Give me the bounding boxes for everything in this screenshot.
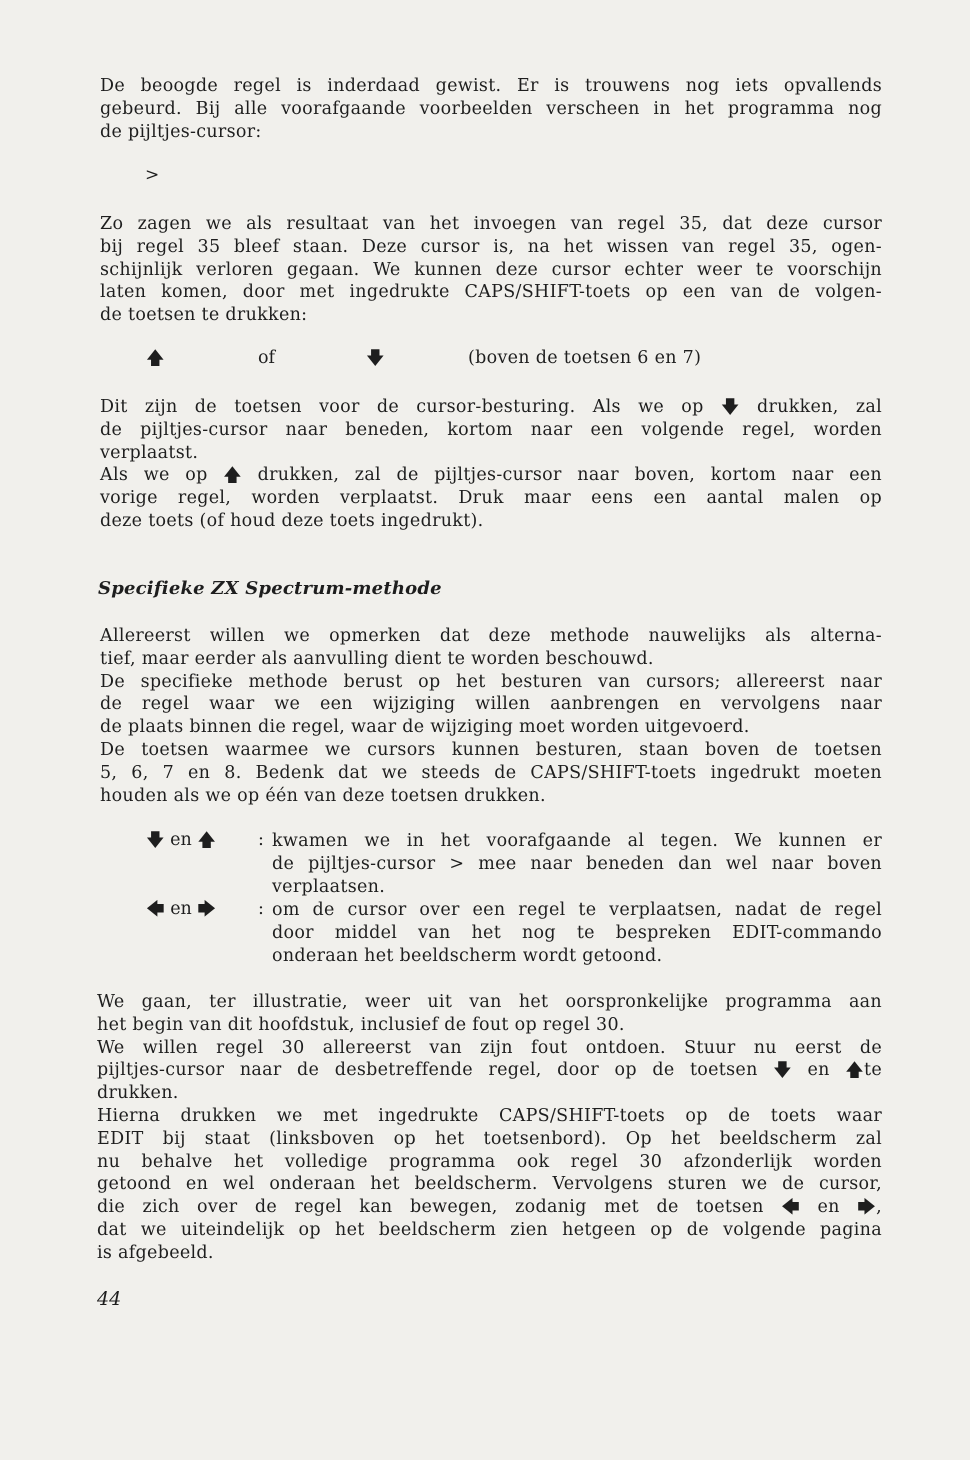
text-line: We gaan, ter illustratie, weer uit van het oorspronkelijke programma aan (97, 992, 882, 1012)
text-line: De beoogde regel is inderdaad gewist. Er is trouwens nog iets opvallends (100, 76, 882, 96)
text-fragment: en (800, 1197, 858, 1218)
text-fragment: en (791, 1060, 846, 1081)
text-line: verplaatst. (100, 442, 199, 463)
text-line: drukken. (97, 1083, 179, 1104)
text-line: dat we uiteindelijk op het beeldscherm zien hetgeen op de volgende pagina (97, 1219, 882, 1240)
paragraph-intro (100, 75, 882, 143)
arrow-left-icon: 🡄 (146, 899, 165, 920)
arrow-up-icon: 🡅 (197, 830, 216, 851)
key-pair (146, 830, 216, 850)
paragraph-illustration (97, 991, 882, 1265)
text-line: houden als we op één van deze toetsen drukken. (100, 785, 546, 806)
text-line: vorige regel, worden verplaatst. Druk maar eens een aantal malen op (100, 488, 882, 509)
text-line: EDIT bij staat (linksboven op het toetsenbord). Op het beeldscherm zal (97, 1128, 882, 1149)
text-fragment: te (864, 1060, 882, 1081)
text-line: kwamen we in het voorafgaande al tegen. We kunnen er (272, 831, 882, 851)
arrow-up-icon: 🡅 (845, 1060, 864, 1082)
text-fragment: drukken, zal (739, 397, 882, 417)
text-line: schijnlijk verloren gegaan. We kunnen deze cursor echter weer te voorschijn (100, 259, 882, 280)
text-line: De specifieke methode berust op het besturen van cursors; allereerst naar (100, 671, 882, 692)
paragraph-spectrum-method (100, 625, 882, 807)
text-line: de pijltjes-cursor: (100, 121, 262, 142)
colon: : (258, 830, 264, 850)
section-heading: Specifieke ZX Spectrum-methode (98, 578, 442, 599)
keys-note: (boven de toetsen 6 en 7) (468, 348, 702, 368)
text-fragment: Als we op (100, 465, 224, 486)
text-fragment: , (876, 1197, 882, 1218)
text-line: We willen regel 30 allereerst van zijn fout ontdoen. Stuur nu eerst de (97, 1037, 882, 1058)
text-line: nu behalve het volledige programma ook regel 30 afzonderlijk worden (97, 1151, 882, 1172)
text-line: om de cursor over een regel te verplaatsen, nadat de regel (272, 900, 882, 920)
text-line: onderaan het beeldscherm wordt getoond. (272, 945, 663, 966)
text-line: 5, 6, 7 en 8. Bedenk dat we steeds de CAPS/SHIFT-toets ingedrukt moeten (100, 762, 882, 783)
arrow-down-icon: 🡇 (146, 830, 165, 851)
text-fragment: die zich over de regel kan bewegen, zodanig met de toetsen (97, 1197, 782, 1218)
arrow-up-icon: 🡅 (223, 465, 242, 487)
key-row-left-right (146, 899, 882, 969)
text-line: Hierna drukken we met ingedrukte CAPS/SHIFT-toets op de toets waar (97, 1105, 882, 1126)
text-line: de toetsen te drukken: (100, 305, 308, 326)
text-line: bij regel 35 bleef staan. Deze cursor is, na het wissen van regel 35, ogen- (100, 236, 882, 257)
arrow-down-icon: 🡇 (773, 1060, 792, 1082)
text-line: getoond en wel onderaan het beeldscherm. Vervolgens sturen we de cursor, (97, 1174, 882, 1195)
arrow-up-icon: 🡅 (146, 348, 165, 369)
text-fragment: Dit zijn de toetsen voor de cursor-besturing. Als we op (100, 397, 721, 417)
key-pair (146, 899, 216, 919)
text-line: is afgebeeld. (97, 1242, 214, 1263)
text-line: verplaatsen. (272, 876, 386, 897)
text-line: de pijltjes-cursor naar beneden, kortom naar een volgende regel, worden (100, 419, 882, 440)
text-line: tief, maar eerder als aanvulling dient te worden beschouwd. (100, 648, 654, 669)
text-line: door middel van het nog te bespreken EDIT-commando (272, 922, 882, 943)
key-row-up-down (146, 830, 882, 900)
paragraph-cursor-control (100, 396, 882, 533)
text-line: gebeurd. Bij alle voorafgaande voorbeelden verscheen in het programma nog (100, 98, 882, 119)
text-line: de regel waar we een wijziging willen aanbrengen en vervolgens naar (100, 694, 882, 715)
arrow-down-icon: 🡇 (366, 348, 385, 369)
arrow-right-icon: 🡆 (857, 1197, 877, 1219)
and-label: en (170, 830, 192, 850)
colon: : (258, 899, 264, 919)
page-number: 44 (97, 1288, 122, 1310)
text-line: laten komen, door met ingedrukte CAPS/SHIFT-toets op een van de volgen- (100, 282, 882, 303)
text-line: de plaats binnen die regel, waar de wijziging moet worden uitgevoerd. (100, 717, 750, 738)
and-label: en (170, 899, 192, 919)
text-fragment: pijltjes-cursor naar de desbetreffende regel, door op de toetsen (97, 1060, 774, 1081)
text-line: Zo zagen we als resultaat van het invoegen van regel 35, dat deze cursor (100, 214, 882, 234)
text-line: het begin van dit hoofdstuk, inclusief de fout op regel 30. (97, 1014, 625, 1035)
or-label: of (258, 348, 276, 368)
text-line: Allereerst willen we opmerken dat deze methode nauwelijks als alterna- (100, 626, 882, 646)
text-line: de pijltjes-cursor > mee naar beneden dan wel naar boven (272, 853, 882, 874)
text-line: deze toets (of houd deze toets ingedrukt). (100, 510, 484, 531)
arrow-down-icon: 🡇 (720, 397, 740, 418)
arrow-left-icon: 🡄 (781, 1197, 801, 1219)
paragraph-cursor-lost (100, 213, 882, 327)
keys-line (146, 348, 886, 372)
cursor-symbol: > (145, 165, 160, 185)
text-fragment: drukken, zal de pijltjes-cursor naar boven, kortom naar een (241, 465, 882, 486)
text-line: De toetsen waarmee we cursors kunnen besturen, staan boven de toetsen (100, 739, 882, 760)
arrow-right-icon: 🡆 (197, 899, 217, 920)
